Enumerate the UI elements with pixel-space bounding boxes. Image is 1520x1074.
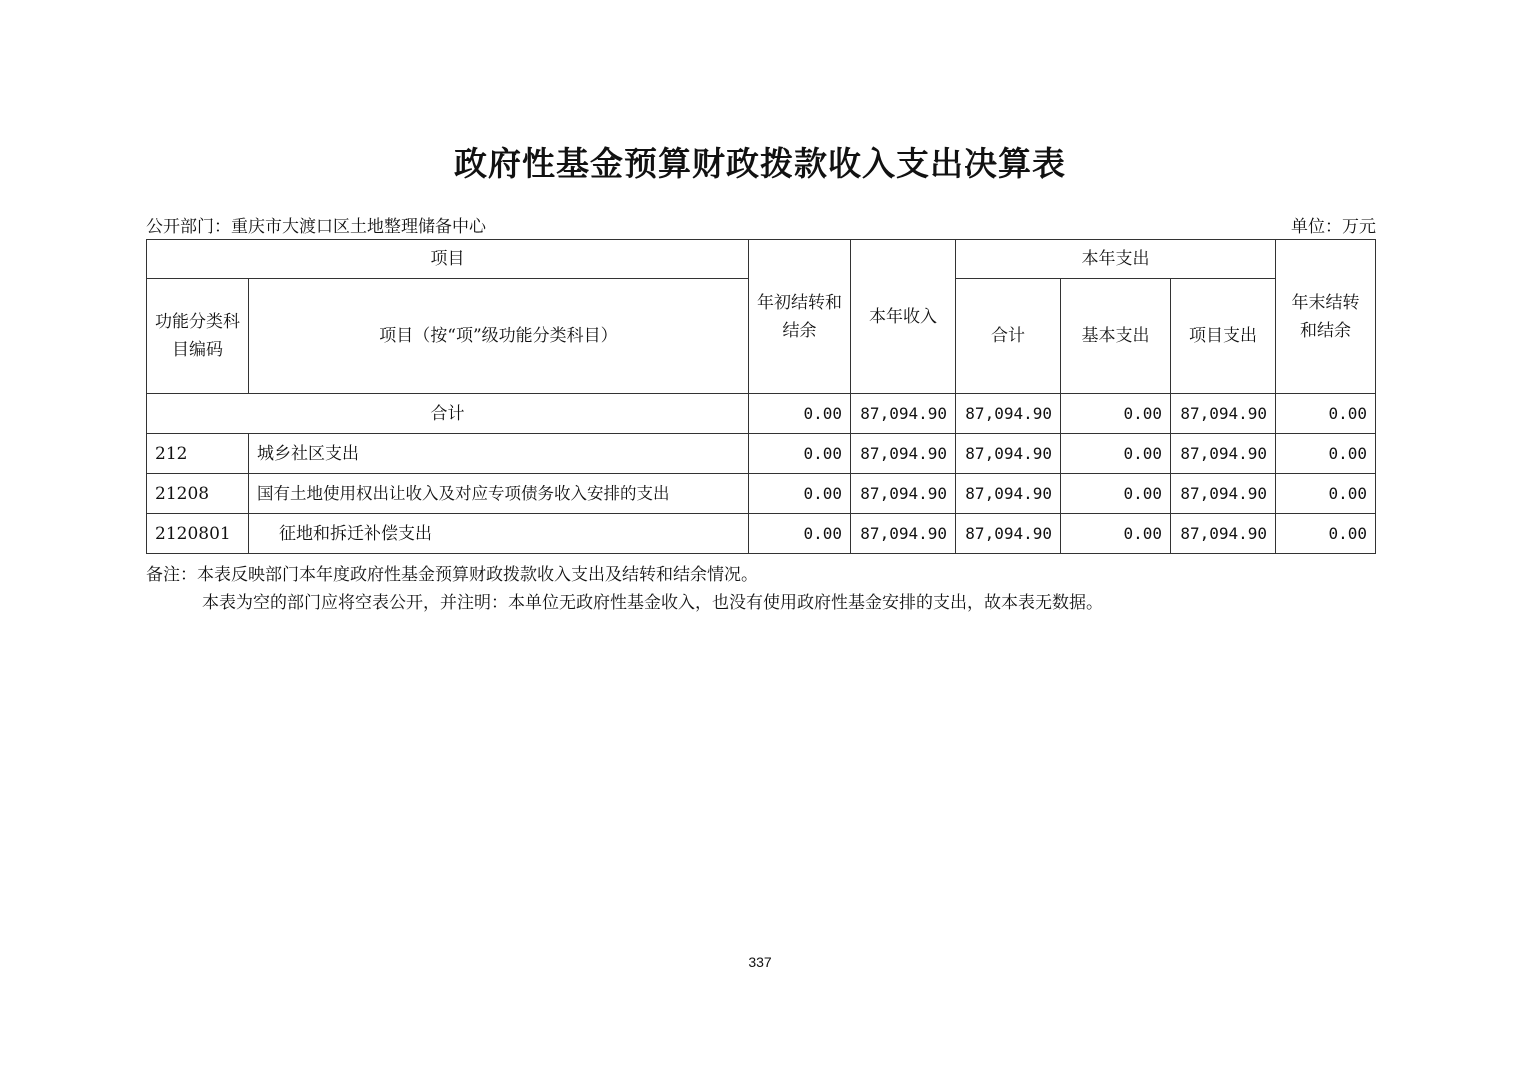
row-project: 87,094.90	[1171, 514, 1276, 554]
total-end: 0.00	[1276, 394, 1376, 434]
note-line-1: 备注：本表反映部门本年度政府性基金预算财政拨款收入支出及结转和结余情况。	[146, 565, 758, 585]
total-begin: 0.00	[749, 394, 851, 434]
row-basic: 0.00	[1061, 514, 1171, 554]
total-row	[147, 394, 1376, 434]
header-code: 功能分类科目编码	[147, 279, 249, 394]
header-expenditure: 本年支出	[956, 240, 1276, 279]
total-total: 87,094.90	[956, 394, 1061, 434]
total-basic: 0.00	[1061, 394, 1171, 434]
row-code: 212	[147, 434, 249, 474]
row-total: 87,094.90	[956, 434, 1061, 474]
total-project: 87,094.90	[1171, 394, 1276, 434]
page-title: 政府性基金预算财政拨款收入支出决算表	[454, 144, 1066, 183]
row-total: 87,094.90	[956, 514, 1061, 554]
row-total: 87,094.90	[956, 474, 1061, 514]
unit-label: 单位：万元	[1291, 217, 1376, 237]
header-row-1	[147, 240, 1376, 279]
row-code: 21208	[147, 474, 249, 514]
row-income: 87,094.90	[851, 434, 956, 474]
row-project: 87,094.90	[1171, 474, 1276, 514]
budget-table	[146, 239, 1376, 554]
table-row	[147, 474, 1376, 514]
row-begin: 0.00	[749, 474, 851, 514]
header-project-exp: 项目支出	[1171, 279, 1276, 394]
table-row	[147, 434, 1376, 474]
row-end: 0.00	[1276, 514, 1376, 554]
row-begin: 0.00	[749, 434, 851, 474]
row-name: 国有土地使用权出让收入及对应专项债务收入安排的支出	[249, 474, 749, 514]
page-number: 337	[748, 954, 772, 970]
table-row	[147, 514, 1376, 554]
row-begin: 0.00	[749, 514, 851, 554]
row-income: 87,094.90	[851, 514, 956, 554]
header-income: 本年收入	[851, 240, 956, 394]
row-project: 87,094.90	[1171, 434, 1276, 474]
total-label: 合计	[147, 394, 749, 434]
row-code: 2120801	[147, 514, 249, 554]
row-income: 87,094.90	[851, 474, 956, 514]
header-project: 项目	[147, 240, 749, 279]
row-basic: 0.00	[1061, 474, 1171, 514]
row-end: 0.00	[1276, 474, 1376, 514]
notes	[146, 561, 1103, 617]
row-name: 征地和拆迁补偿支出	[249, 514, 749, 554]
header-end-balance: 年末结转和结余	[1276, 240, 1376, 394]
note-line-2: 本表为空的部门应将空表公开，并注明：本单位无政府性基金收入，也没有使用政府性基金安排的支出，故本表无数据。	[202, 593, 1103, 613]
row-name: 城乡社区支出	[249, 434, 749, 474]
header-item: 项目（按“项”级功能分类科目）	[249, 279, 749, 394]
header-begin-balance: 年初结转和结余	[749, 240, 851, 394]
header-total: 合计	[956, 279, 1061, 394]
row-end: 0.00	[1276, 434, 1376, 474]
header-basic: 基本支出	[1061, 279, 1171, 394]
department-label: 公开部门：重庆市大渡口区土地整理储备中心	[146, 217, 486, 237]
total-income: 87,094.90	[851, 394, 956, 434]
row-basic: 0.00	[1061, 434, 1171, 474]
